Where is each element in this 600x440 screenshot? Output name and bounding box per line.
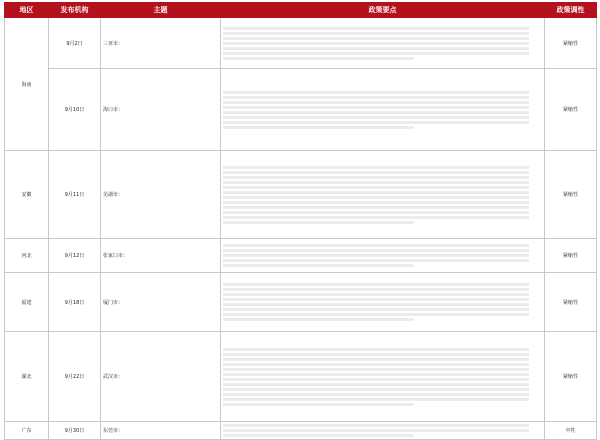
cell-subject-city: 武汉市：: [103, 374, 124, 380]
points-placeholder-line: [223, 166, 529, 169]
points-placeholder-line: [223, 353, 529, 356]
cell-date: 9月2日: [49, 18, 101, 69]
cell-region: 福建: [5, 273, 49, 332]
cell-region: 安徽: [5, 151, 49, 239]
points-placeholder-line: [223, 181, 529, 184]
cell-subject: [101, 332, 221, 422]
points-placeholder-line: [223, 259, 529, 262]
cell-subject-city: 三亚市：: [103, 40, 124, 47]
points-placeholder-line: [223, 186, 529, 189]
cell-subject-city: 芜湖市：: [103, 192, 124, 198]
points-placeholder-line: [223, 249, 529, 252]
points-placeholder: [223, 244, 542, 267]
cell-direction: 紧缩性: [545, 239, 597, 273]
points-placeholder-line: [223, 37, 529, 40]
points-placeholder-line: [223, 244, 529, 247]
points-placeholder-line: [223, 264, 414, 267]
points-placeholder-line: [223, 171, 529, 174]
points-placeholder-line: [223, 96, 529, 99]
cell-region: 河北: [5, 239, 49, 273]
points-placeholder: [223, 91, 542, 129]
points-placeholder-line: [223, 388, 529, 391]
cell-direction: 紧缩性: [545, 18, 597, 69]
points-placeholder-line: [223, 293, 529, 296]
points-placeholder-line: [223, 106, 529, 109]
header-direction: 政策调性: [545, 3, 597, 18]
points-placeholder-line: [223, 211, 529, 214]
points-placeholder-line: [223, 116, 529, 119]
points-placeholder-line: [223, 378, 529, 381]
cell-subject: [101, 151, 221, 239]
table-row: [5, 239, 597, 273]
points-placeholder-line: [223, 32, 529, 35]
cell-date: 9月11日: [49, 151, 101, 239]
table-row: [5, 69, 597, 151]
points-placeholder-line: [223, 363, 529, 366]
cell-direction: 紧缩性: [545, 69, 597, 151]
points-placeholder-line: [223, 373, 529, 376]
cell-region: 湖北: [5, 332, 49, 422]
cell-date: 9月12日: [49, 239, 101, 273]
cell-direction: 紧缩性: [545, 273, 597, 332]
points-placeholder-line: [223, 403, 414, 406]
points-placeholder: [223, 348, 542, 406]
points-placeholder-line: [223, 298, 529, 301]
points-placeholder-line: [223, 313, 529, 316]
points-placeholder-line: [223, 196, 529, 199]
cell-subject: [101, 273, 221, 332]
cell-subject: [101, 69, 221, 151]
cell-region: 广东: [5, 422, 49, 440]
points-placeholder-line: [223, 348, 529, 351]
cell-points: [221, 239, 545, 273]
points-placeholder-line: [223, 201, 529, 204]
points-placeholder: [223, 424, 542, 437]
points-placeholder-line: [223, 111, 529, 114]
cell-date: 9月30日: [49, 422, 101, 440]
points-placeholder-line: [223, 42, 529, 45]
points-placeholder: [223, 27, 542, 60]
points-placeholder: [223, 166, 542, 224]
cell-subject: [101, 18, 221, 69]
points-placeholder-line: [223, 429, 529, 432]
header-date: 发布机构: [49, 3, 101, 18]
cell-direction: 紧缩性: [545, 332, 597, 422]
table-header-row: [5, 3, 597, 18]
cell-direction: 中性: [545, 422, 597, 440]
cell-date: 9月18日: [49, 273, 101, 332]
points-placeholder-line: [223, 52, 529, 55]
table-row: [5, 151, 597, 239]
table-row: [5, 273, 597, 332]
policy-table: [4, 2, 597, 440]
cell-points: [221, 422, 545, 440]
points-placeholder-line: [223, 221, 414, 224]
points-placeholder-line: [223, 57, 414, 60]
points-placeholder-line: [223, 424, 529, 427]
cell-points: [221, 69, 545, 151]
cell-date: 9月10日: [49, 69, 101, 151]
points-placeholder-line: [223, 303, 529, 306]
cell-points: [221, 18, 545, 69]
header-subject: 主题: [101, 3, 221, 18]
cell-points: [221, 151, 545, 239]
cell-direction: 紧缩性: [545, 151, 597, 239]
cell-points: [221, 273, 545, 332]
cell-subject-city: 东莞市：: [103, 428, 124, 434]
table-row: [5, 332, 597, 422]
points-placeholder-line: [223, 216, 529, 219]
points-placeholder-line: [223, 283, 529, 286]
cell-subject-city: 张家口市：: [103, 253, 129, 259]
points-placeholder-line: [223, 47, 529, 50]
points-placeholder-line: [223, 368, 529, 371]
points-placeholder-line: [223, 398, 529, 401]
points-placeholder-line: [223, 101, 529, 104]
table-row: [5, 422, 597, 440]
points-placeholder-line: [223, 206, 529, 209]
points-placeholder-line: [223, 191, 529, 194]
points-placeholder-line: [223, 288, 529, 291]
cell-points: [221, 332, 545, 422]
points-placeholder-line: [223, 308, 529, 311]
points-placeholder-line: [223, 383, 529, 386]
points-placeholder-line: [223, 318, 414, 321]
points-placeholder-line: [223, 91, 529, 94]
points-placeholder-line: [223, 126, 414, 129]
cell-subject: [101, 239, 221, 273]
table-row: [5, 18, 597, 69]
points-placeholder-line: [223, 358, 529, 361]
points-placeholder-line: [223, 121, 529, 124]
cell-region: 海南: [5, 18, 49, 151]
cell-subject-city: 海口市：: [103, 107, 124, 113]
header-points: 政策要点: [221, 3, 545, 18]
points-placeholder-line: [223, 393, 529, 396]
cell-date: 9月22日: [49, 332, 101, 422]
cell-subject-city: 厦门市：: [103, 299, 124, 306]
points-placeholder-line: [223, 27, 529, 30]
points-placeholder-line: [223, 176, 529, 179]
cell-subject: [101, 422, 221, 440]
points-placeholder-line: [223, 254, 529, 257]
header-region: 地区: [5, 3, 49, 18]
points-placeholder: [223, 283, 542, 321]
